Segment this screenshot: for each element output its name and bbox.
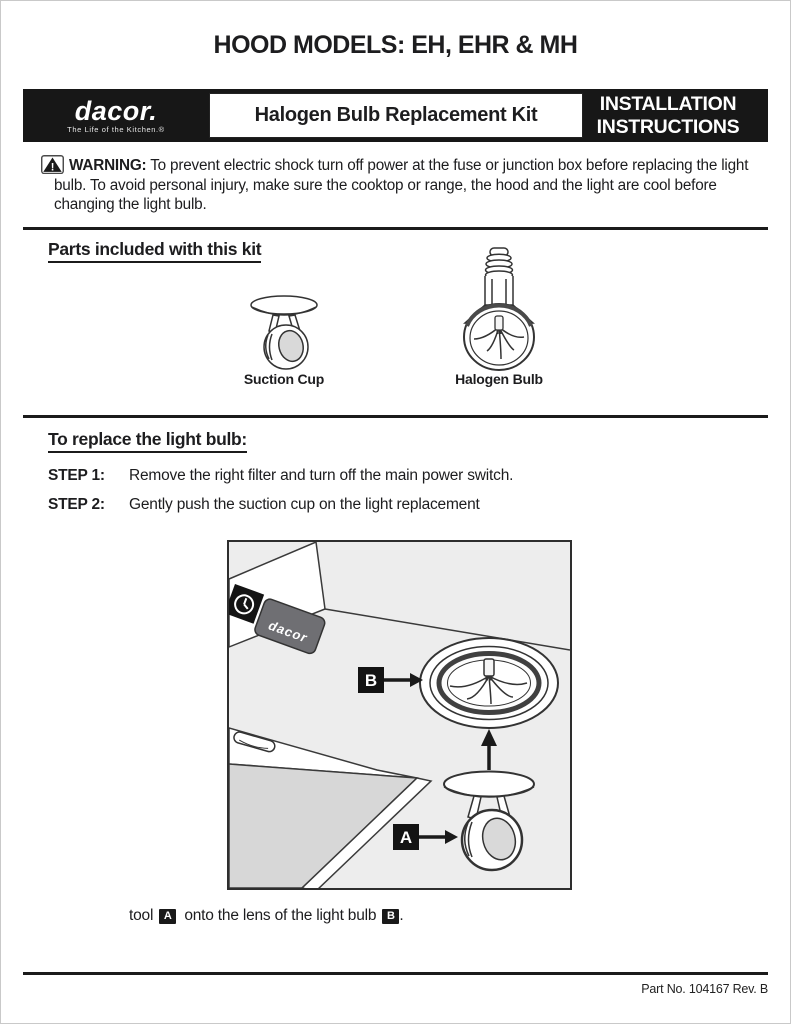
doc-type-line1: INSTALLATION (599, 92, 737, 115)
part-label-suction-cup: Suction Cup (243, 370, 325, 387)
part-label-halogen-bulb: Halogen Bulb (455, 370, 543, 387)
warning-triangle-icon (41, 155, 64, 174)
part-number: Part No. 104167 Rev. B (641, 982, 768, 996)
warning-text: To prevent electric shock turn off power at the fuse or junction box before replacing the light bulb. To avoid personal injury, make sure the cooktop or range, the hood and the light are cool before changing the light bulb. (54, 157, 749, 214)
footer (23, 972, 768, 996)
step-1-text: Remove the right filter and turn off the main power switch. (129, 466, 514, 484)
light-lens (420, 638, 558, 728)
step-1-label: STEP 1: (48, 466, 105, 484)
brand-block (23, 89, 209, 142)
header-bar (23, 89, 768, 142)
caption-part2: onto the lens of the light bulb (184, 906, 377, 924)
panel-logo-text: dacor (266, 617, 310, 646)
dacor-logo: dacor. (74, 95, 158, 126)
step-2-continuation (129, 907, 790, 925)
bulb-in-lens (484, 659, 494, 676)
instruction-figure (227, 540, 572, 890)
hood-underside-illustration (229, 542, 570, 888)
badge-a: A (159, 909, 176, 924)
halogen-bulb-figure (451, 247, 547, 373)
parts-heading: Parts included with this kit (48, 239, 261, 263)
installation-instructions-label (568, 89, 768, 142)
figure-label-b (358, 667, 423, 693)
doc-type-line2: INSTRUCTIONS (596, 115, 740, 138)
step-2-label: STEP 2: (48, 495, 105, 513)
figure-label-a (393, 824, 458, 850)
up-arrow (481, 729, 497, 770)
kit-title: Halogen Bulb Replacement Kit (209, 93, 583, 138)
procedure-heading: To replace the light bulb: (48, 429, 247, 453)
page-title: HOOD MODELS: EH, EHR & MH (213, 31, 578, 59)
parts-figures (1, 263, 790, 403)
step-row-2 (48, 496, 790, 514)
caption-part3: . (399, 906, 404, 924)
svg-text:!: ! (50, 161, 55, 174)
step-2-text: Gently push the suction cup on the light replacement (129, 495, 480, 513)
suction-cup-tool (444, 771, 534, 870)
badge-b: B (382, 909, 399, 924)
svg-text:A: A (399, 827, 413, 847)
caption-part1: tool (129, 906, 154, 924)
warning-label: WARNING: (69, 157, 147, 175)
brand-tagline: The Life of the Kitchen.® (67, 124, 165, 134)
svg-text:B: B (364, 670, 378, 690)
step-row-1 (48, 467, 790, 485)
warning-note (50, 155, 766, 215)
suction-cup-figure (239, 293, 329, 378)
